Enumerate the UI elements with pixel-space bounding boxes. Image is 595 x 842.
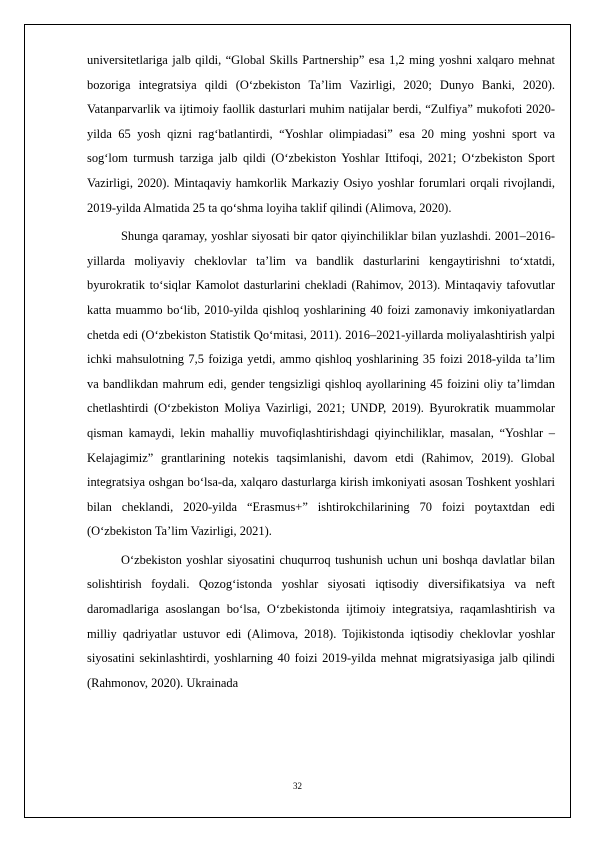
body-text	[87, 48, 555, 699]
paragraph: O‘zbekiston yoshlar siyosatini chuqurroq tushunish uchun uni boshqa davlatlar bilan solishtirish foydali. Qozog‘istonda yoshlar siyosati iqtisodiy diversifikatsiya va neft daromadlariga asoslangan bo‘lsa, O‘zbekistonda ijtimoiy integratsiya, raqamlashtirish va milliy qadriyatlar ustuvor edi (Alimova, 2018). Tojikistonda iqtisodiy cheklovlar yoshlar siyosatini sekinlashtirdi, yoshlarning 40 foizi 2019-yilda mehnat migratsiyasiga jalb qilindi (Rahmonov, 2020). Ukrainada	[87, 552, 555, 690]
page-number: 32	[293, 781, 302, 791]
paragraph-continued: universitetlariga jalb qildi, “Global Skills Partnership” esa 1,2 ming yoshni xalqaro mehnat bozoriga integratsiya qildi (O‘zbekiston Ta’lim Vazirligi, 2020; Dunyo Banki, 2020). Vatanparvarlik va ijtimoiy faollik dasturlari muhim natijalar berdi, “Zulfiya” mukofoti 2020-yilda 65 yosh qizni rag‘batlantirdi, “Yoshlar olimpiadasi” esa 20 ming yoshni sport va sog‘lom turmush tarziga jalb qildi (O‘zbekiston Yoshlar Ittifoqi, 2021; O‘zbekiston Sport Vazirligi, 2020). Mintaqaviy hamkorlik Markaziy Osiyo yoshlar forumlari orqali rivojlandi, 2019-yilda Almatida 25 ta qo‘shma loyiha taklif qilindi (Alimova, 2020).	[87, 53, 555, 215]
paragraph: Shunga qaramay, yoshlar siyosati bir qator qiyinchiliklar bilan yuzlashdi. 2001–2016-yillarda moliyaviy cheklovlar ta’lim va bandlik dasturlarini kengaytirishni to‘xtatdi, byurokratik to‘siqlar Kamolot dasturlarini chekladi (Rahimov, 2013). Mintaqaviy tafovutlar katta muammo bo‘lib, 2010-yilda qishloq yoshlarining 40 foizi zamonaviy imkoniyatlardan chetda edi (O‘zbekiston Statistik Qo‘mitasi, 2011). 2016–2021-yillarda moliyalashtirish yalpi ichki mahsulotning 7,5 foiziga yetdi, ammo qishloq yoshlarining 35 foizi 2018-yilda ta’lim va bandlikdan mahrum edi, gender tengsizligi qishloq ayollarining 45 foizini oliy ta’limdan chetlashtirdi (O‘zbekiston Moliya Vazirligi, 2021; UNDP, 2019). Byurokratik muammolar qisman kamaydi, lekin mahalliy muvofiqlashtirishdagi qiyinchiliklar, masalan, “Yoshlar – Kelajagimiz” grantlarining notekis taqsimlanishi, davom etdi (Rahimov, 2019). Global integratsiya oshgan bo‘lsa-da, xalqaro dasturlarga kirish imkoniyati asosan Toshkent yoshlari bilan cheklandi, 2020-yilda “Erasmus+” ishtirokchilarining 70 foizi poytaxtdan edi (O‘zbekiston Ta’lim Vazirligi, 2021).	[87, 229, 555, 539]
